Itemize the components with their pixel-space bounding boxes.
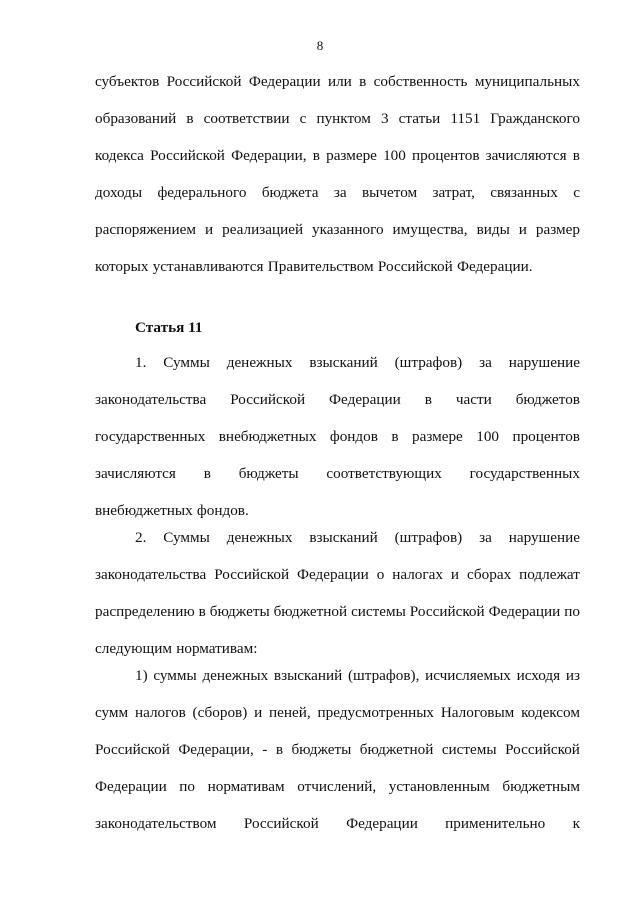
word: взысканий <box>309 354 378 371</box>
word: в <box>198 603 206 620</box>
word: в <box>312 147 320 164</box>
word: денежных <box>226 529 293 546</box>
word: (штрафов) <box>394 354 463 371</box>
word: Российской <box>230 391 306 408</box>
word: Федерации, <box>231 147 307 164</box>
word: за <box>479 529 492 546</box>
word: нарушение <box>508 529 580 546</box>
article-heading: Статья 11 <box>135 319 203 336</box>
text-line <box>95 72 580 109</box>
word: фондов. <box>196 502 249 519</box>
word: в <box>424 391 432 408</box>
word: внебюджетных <box>218 428 317 445</box>
word: муниципальных <box>474 73 580 90</box>
word: (штрафов), <box>348 667 420 684</box>
word: бюджетов <box>515 391 580 408</box>
word: соответствующих <box>326 465 442 482</box>
text-line <box>95 146 580 183</box>
word: нормативам <box>207 778 285 795</box>
word: 100 <box>476 428 500 445</box>
word: взысканий <box>273 667 343 684</box>
text-line <box>95 528 580 565</box>
word: федерального <box>157 184 247 201</box>
word: пунктом <box>316 110 371 127</box>
word: предусмотренных <box>317 704 435 721</box>
word: о <box>376 566 385 583</box>
word: части <box>455 391 492 408</box>
word: размер <box>535 221 580 238</box>
word: образований <box>95 110 177 127</box>
word: в <box>275 741 283 758</box>
word: (сборов) <box>192 704 248 721</box>
word: Суммы <box>163 354 210 371</box>
word: имущества, <box>392 221 468 238</box>
word: виды <box>476 221 510 238</box>
text-line <box>95 777 580 814</box>
word: размере <box>326 147 377 164</box>
word: законодательства <box>95 391 207 408</box>
word: вычетом <box>362 184 418 201</box>
word: по <box>564 603 580 620</box>
word: Федерации <box>488 603 561 620</box>
word: исходя <box>516 667 561 684</box>
word: подлежат <box>519 566 580 583</box>
word: следующим <box>95 640 172 657</box>
word: бюджеты <box>238 465 299 482</box>
word: Российской <box>214 566 290 583</box>
word: 1. <box>135 354 147 371</box>
text-line <box>95 602 580 639</box>
word: сборах <box>466 566 512 583</box>
word: доходы <box>95 184 143 201</box>
word: бюджеты <box>291 741 352 758</box>
article-item-1 <box>95 353 580 538</box>
text-line <box>95 666 580 703</box>
text-line <box>95 740 580 777</box>
word: за <box>479 354 492 371</box>
word: системы <box>351 603 406 620</box>
word: в <box>572 147 580 164</box>
word: в <box>203 465 211 482</box>
word: размере <box>411 428 463 445</box>
word: Правительством <box>267 258 374 275</box>
word: Федерации <box>248 73 321 90</box>
word: которых <box>95 258 149 275</box>
word: и <box>254 704 263 721</box>
word: и <box>450 566 460 583</box>
word: 3 <box>380 110 389 127</box>
text-line <box>95 183 580 220</box>
word: Суммы <box>163 529 210 546</box>
word: бюджетной <box>359 741 434 758</box>
word: взысканий <box>309 529 378 546</box>
word: 2. <box>135 529 147 546</box>
word: Российской <box>409 603 485 620</box>
word: фондов <box>329 428 378 445</box>
word: с <box>573 184 580 201</box>
word: к <box>572 815 580 832</box>
word: Российской <box>95 741 170 758</box>
word: налогов <box>134 704 186 721</box>
word: за <box>333 184 347 201</box>
word: суммы <box>153 667 197 684</box>
word: Федерации <box>297 566 369 583</box>
word: внебюджетных <box>95 502 193 519</box>
word: налогах <box>392 566 443 583</box>
word: зачисляются <box>485 147 567 164</box>
word: системы <box>441 741 497 758</box>
text-line <box>95 427 580 464</box>
word: процентов <box>412 147 480 164</box>
word: процентов <box>512 428 580 445</box>
word: Российской <box>377 258 453 275</box>
page-number: 8 <box>316 38 324 53</box>
text-line <box>95 464 580 501</box>
word: статьи <box>398 110 441 127</box>
word: Федерации, <box>178 741 254 758</box>
word: 100 <box>383 147 406 164</box>
word: или <box>327 73 352 90</box>
word: пеней, <box>269 704 311 721</box>
article-subitem-1 <box>95 666 580 851</box>
word: (штрафов) <box>394 529 463 546</box>
text-line <box>95 257 580 294</box>
text-line <box>95 565 580 602</box>
word: Федерации <box>95 778 167 795</box>
word: Федерации <box>329 391 401 408</box>
word: Российской <box>505 741 580 758</box>
word: соответствии <box>203 110 290 127</box>
word: сумм <box>95 704 129 721</box>
word: в <box>391 428 399 445</box>
word: указанного <box>312 221 384 238</box>
word: в <box>359 73 367 90</box>
word: Федерации <box>346 815 418 832</box>
word: кодекса <box>95 147 144 164</box>
article-item-2 <box>95 528 580 676</box>
word: затрат, <box>432 184 475 201</box>
word: бюджетной <box>273 603 348 620</box>
word: отчислений, <box>297 778 377 795</box>
word: распоряжением <box>95 221 197 238</box>
paragraph-continuation <box>95 72 580 294</box>
word: Российской <box>150 147 225 164</box>
word: реализацией <box>222 221 304 238</box>
text-line <box>95 109 580 146</box>
word: Российской <box>243 815 319 832</box>
word: - <box>262 741 268 758</box>
word: бюджеты <box>209 603 270 620</box>
word: субъектов <box>95 73 160 90</box>
word: законодательством <box>95 815 217 832</box>
word: связанных <box>490 184 558 201</box>
word: бюджетным <box>502 778 580 795</box>
word: применительно <box>445 815 546 832</box>
word: Налоговым <box>440 704 515 721</box>
word: кодексом <box>521 704 580 721</box>
word: и <box>518 221 527 238</box>
word: и <box>205 221 214 238</box>
word: устанавливаются <box>152 258 264 275</box>
word: нарушение <box>508 354 580 371</box>
word: из <box>565 667 580 684</box>
word: исчисляемых <box>425 667 511 684</box>
text-line <box>95 353 580 390</box>
text-line <box>95 390 580 427</box>
word: законодательства <box>95 566 207 583</box>
text-line <box>95 814 580 851</box>
word: нормативам: <box>176 640 258 657</box>
word: с <box>299 110 307 127</box>
text-line <box>95 703 580 740</box>
text-line <box>95 220 580 257</box>
word: распределению <box>95 603 195 620</box>
word: по <box>179 778 196 795</box>
word: государственных <box>469 465 580 482</box>
word: Российской <box>166 73 242 90</box>
word: установленным <box>388 778 490 795</box>
word: бюджета <box>261 184 319 201</box>
word: зачисляются <box>95 465 176 482</box>
word: Гражданского <box>490 110 580 127</box>
word: государственных <box>95 428 206 445</box>
word: собственность <box>373 73 468 90</box>
word: в <box>186 110 194 127</box>
word: денежных <box>202 667 269 684</box>
word: 1151 <box>450 110 481 127</box>
word: Федерации. <box>457 258 533 275</box>
word: 1) <box>135 667 148 684</box>
word: денежных <box>226 354 293 371</box>
